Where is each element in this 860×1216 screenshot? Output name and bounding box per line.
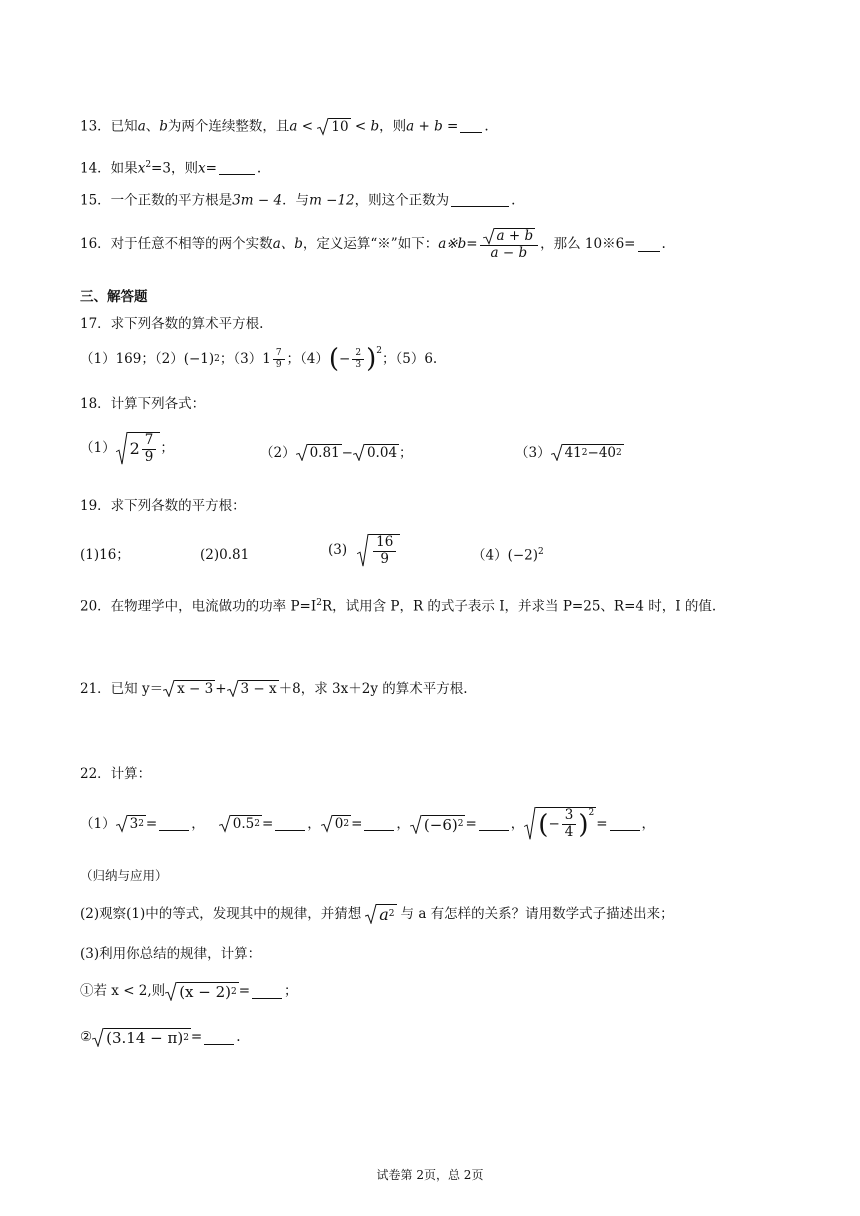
- q19-p2: (2)0.81: [200, 547, 250, 563]
- q14-label: 14．如果: [80, 160, 138, 177]
- q16-numerator: a + b: [496, 228, 534, 244]
- page-footer: 试卷第 2页，总 2页: [376, 1168, 484, 1182]
- q13-var-a: a: [137, 118, 146, 135]
- q16-then: ，那么 10※6=: [540, 236, 636, 253]
- q17-item2-sup: 2: [214, 353, 220, 364]
- q15-e1: 3m − 4: [232, 192, 283, 209]
- q17-item4-sup: 2: [376, 346, 382, 356]
- q18-sqrt2b: 0.04: [353, 444, 399, 461]
- q13-lt1: <: [297, 118, 318, 135]
- q21-sqrt2: 3 − x: [227, 680, 279, 697]
- q22-calc2: ② (3.14 − π) 2 = .: [80, 1029, 241, 1047]
- question-18-p2: （2） 0.81 − 0.04 ；: [260, 444, 413, 461]
- q22-sqrt3: 0 2: [321, 815, 351, 832]
- q16-text: 16．对于任意不相等的两个实数: [80, 236, 273, 253]
- q17-item1: （1）169；（2）: [80, 350, 184, 367]
- q22-calc2-sqrt: (3.14 − π) 2: [92, 1028, 191, 1047]
- q19-p3: (3) $\frac{16}{9}$: [328, 534, 400, 567]
- q17-item3-frac: $\frac{7}{9}$: [273, 348, 285, 370]
- q21-sqrt1: x − 3: [163, 680, 215, 697]
- q16-blank: [638, 237, 660, 252]
- q22-calc1-sqrt: (x − 2) 2: [165, 982, 239, 1001]
- section-heading: 三、解答题: [80, 289, 148, 305]
- q16-def: ，定义运算“※”如下：: [302, 236, 439, 253]
- q15-then: ，则这个正数为: [354, 192, 450, 209]
- question-19-title: 19．求下列各数的平方根：: [80, 498, 246, 514]
- q22-calc1: ①若 x < 2,则 (x − 2) 2 = ；: [80, 983, 298, 1001]
- q22-sqrt2: 0.5 2: [219, 815, 262, 832]
- question-18-title: 18．计算下列各式：: [80, 396, 206, 412]
- q13-cond-a: a: [289, 118, 298, 135]
- q19-p1: (1)16；: [80, 547, 130, 563]
- q14-end: .: [256, 160, 262, 177]
- q16-vars: a、b: [272, 236, 303, 253]
- q16-end: .: [661, 236, 666, 253]
- q18-sqrt2a: 0.81: [296, 444, 342, 461]
- q13-sep: 、: [145, 118, 160, 135]
- q15-blank: [451, 192, 509, 207]
- q14-eq2: =: [205, 160, 217, 177]
- q16-op: a※b=: [438, 236, 478, 253]
- q14-var2: x: [197, 160, 206, 177]
- q17-item4: ；（4）: [286, 350, 329, 367]
- question-17-title: 17．求下列各数的算术平方根.: [80, 316, 264, 332]
- q15-e2: m −12: [309, 192, 355, 209]
- question-15: [80, 192, 515, 209]
- q19-p4: $(4)(-2)^2$: [472, 547, 544, 564]
- q16-fraction: [480, 228, 539, 261]
- q22-note: （归纳与应用）: [80, 868, 168, 883]
- question-16: [80, 228, 666, 261]
- q13-expr: a + b =: [406, 118, 459, 135]
- q13-var-b: b: [159, 118, 168, 135]
- q13-label: 13．已知: [80, 118, 138, 135]
- q14-blank: [219, 160, 255, 175]
- q14-val: =3，则: [151, 160, 198, 177]
- question-20: 20．在物理学中，电流做功的功率 $P=I^2R$，试用含 P，R 的式子表示 I，并求当 P=25、R=4 时，I 的值.: [80, 598, 717, 615]
- q22-sqrt5: ( − $\frac{3}{4}$ ) $^2$: [524, 807, 596, 840]
- q22-part2: (2)观察(1)中的等式，发现其中的规律，并猜想 a 2 与 a 有怎样的关系？请用数学式子描述出来；: [80, 905, 674, 924]
- q13-mid: 为两个连续整数，且: [167, 118, 290, 135]
- q18-sqrt1: 2 $\frac{7}{9}$: [116, 432, 161, 465]
- q22-part2-sqrt: a 2: [365, 904, 396, 924]
- q22-sqrt1: 3 2: [116, 815, 146, 832]
- q22-sqrt4: (−6) 2: [410, 815, 466, 834]
- q19-sqrt: $\frac{16}{9}$: [357, 534, 400, 567]
- q15-mid: ．与: [282, 192, 310, 209]
- question-18-p1: （1） 2 $\frac{7}{9}$ ；: [80, 432, 174, 465]
- q15-text: 15．一个正数的平方根是: [80, 192, 233, 209]
- q15-end: .: [511, 192, 516, 209]
- question-21: 21．已知 y＝ x − 3 + 3 − x ＋8，求 3x＋2y 的算术平方根.: [80, 680, 468, 697]
- q13-end: .: [484, 118, 489, 135]
- question-22-p1: （1） 3 2 = ， 0.5 2 = ， 0 2 = ， (−6) 2 = ， ( − $\frac{3}{4}$ ) $^2$ = ，: [80, 807, 656, 840]
- q13-then: ，则: [379, 118, 407, 135]
- q13-sqrt: [317, 118, 350, 135]
- question-14: [80, 160, 261, 177]
- q16-denominator: a − b: [490, 244, 528, 261]
- q17-item5: ；（5）6.: [381, 350, 438, 367]
- q17-item3: ；（3）1: [219, 350, 271, 367]
- question-22-title: 22．计算：: [80, 766, 152, 782]
- q17-item4-frac: $\frac{2}{3}$: [352, 348, 364, 370]
- question-13: [80, 118, 489, 136]
- q13-cond-b: b: [370, 118, 380, 135]
- q14-sup: 2: [145, 160, 152, 170]
- q13-blank: [460, 118, 482, 133]
- question-17-items: （1）169；（2） (−1) 2 ；（3）1 $\frac{7}{9}$ ；（4） ( − $\frac{2}{3}$ ) $^2$ ；（5）6.: [80, 344, 438, 374]
- q13-lt2: <: [350, 118, 371, 135]
- q18-sqrt3: 41 2 − 40 2: [551, 444, 624, 461]
- q17-item2: (−1): [183, 350, 215, 367]
- q22-part3: (3)利用你总结的规律，计算：: [80, 946, 262, 962]
- question-18-p3: （3） 41 2 − 40 2: [515, 444, 622, 461]
- q14-var: x: [137, 160, 146, 177]
- q13-radicand: 10: [331, 119, 349, 136]
